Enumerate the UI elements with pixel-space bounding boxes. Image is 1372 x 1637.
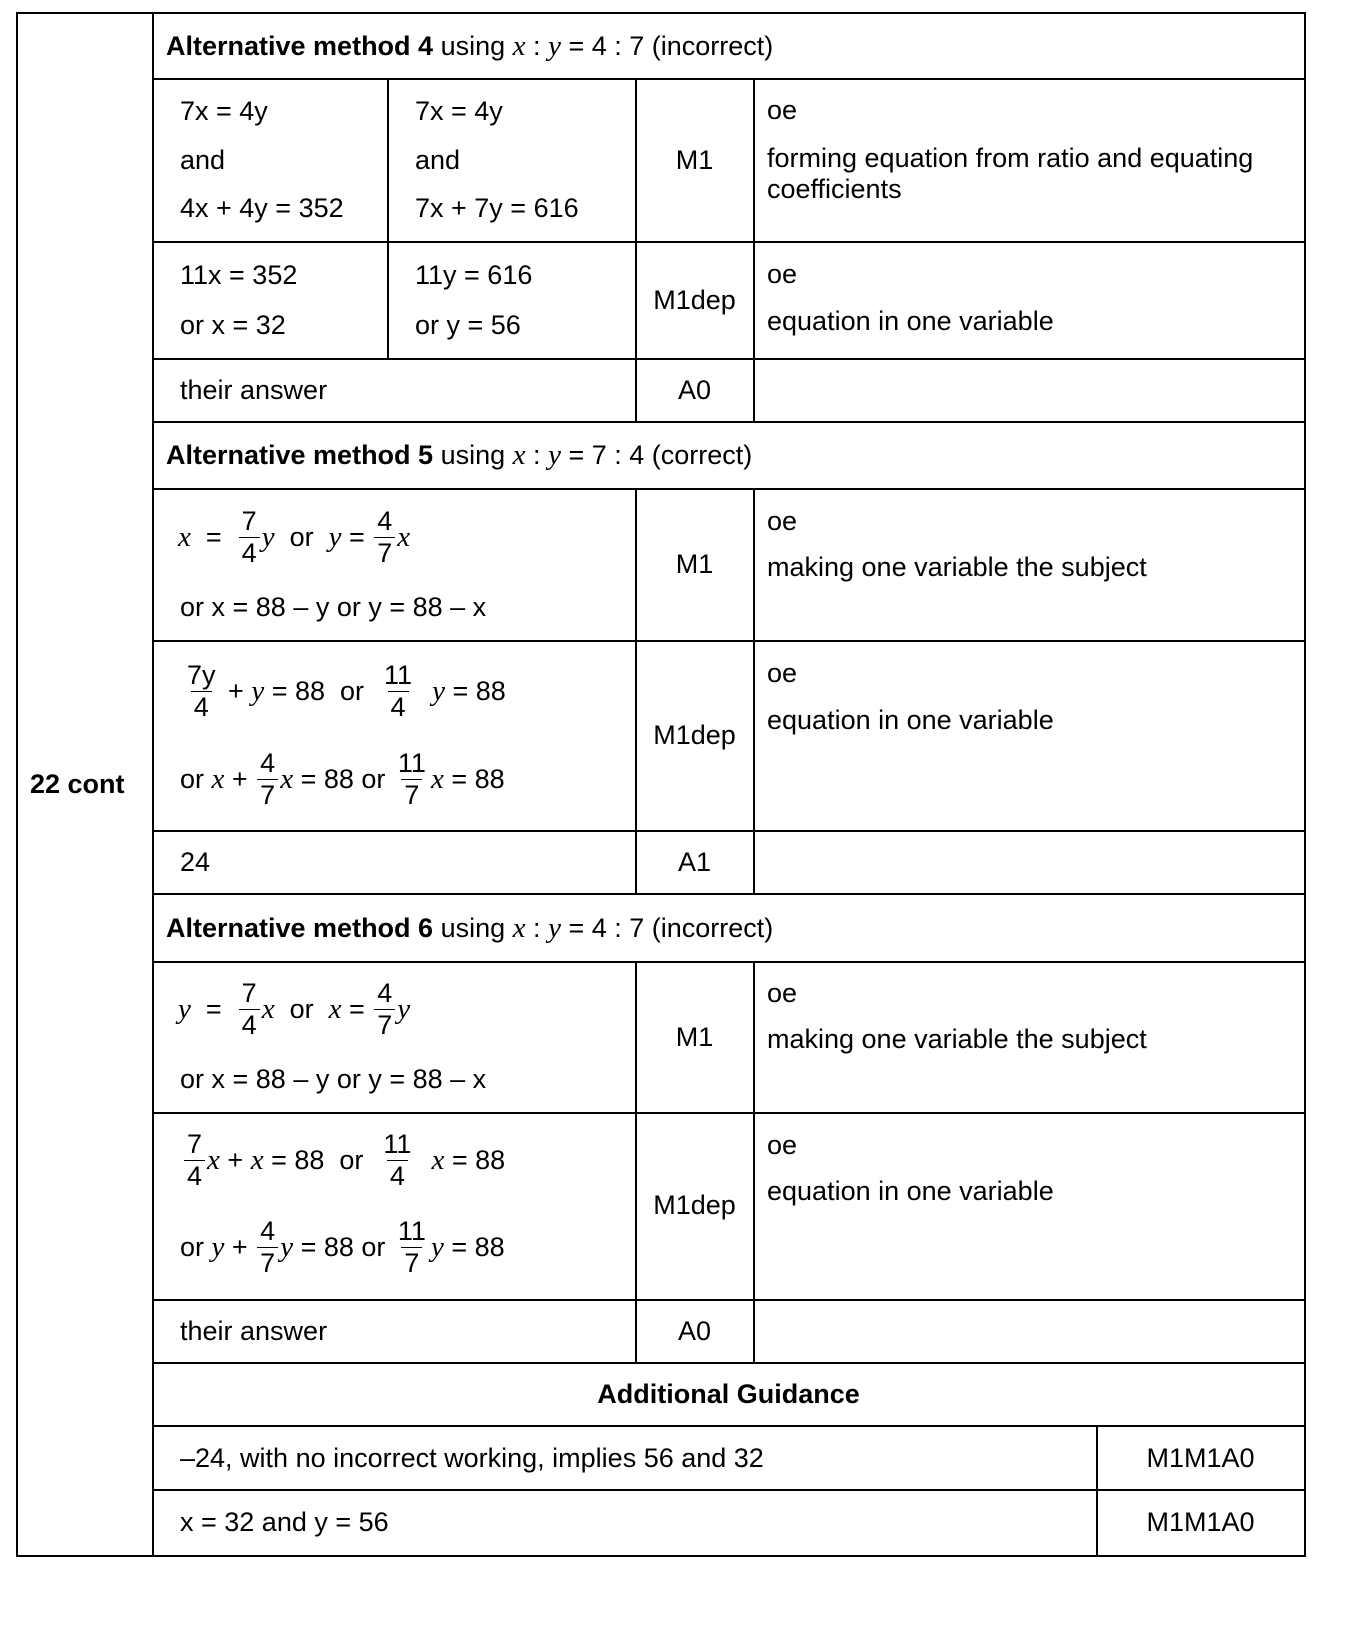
- row-divider: [152, 1489, 1306, 1491]
- fraction: $\frac{4}{7}$: [257, 1218, 278, 1277]
- fraction: $\frac{11}{7}$: [397, 748, 426, 810]
- alt6-r2-line1: $\frac{7}{4}$ x + x = 88 or $\frac{11}{4}$ x = 88: [182, 1131, 505, 1190]
- var-y: y: [432, 675, 445, 707]
- fraction: $\frac{4}{7}$: [374, 980, 395, 1039]
- alt6-r1-line2: or x = 88 – y or y = 88 – x: [180, 1064, 487, 1094]
- alt6-comment-2a: oe: [767, 1130, 798, 1160]
- alt5-header: [166, 439, 752, 472]
- fraction: $\frac{7}{4}$: [239, 980, 260, 1039]
- alt5-r1-line2: or x = 88 – y or y = 88 – x: [180, 592, 487, 622]
- comment-column-divider: [753, 78, 755, 422]
- alt4-mark-3: A0: [677, 375, 712, 405]
- equals-88: = 88: [300, 1232, 354, 1262]
- working-split-divider: [387, 78, 389, 359]
- fraction: $\frac{11}{4}$: [384, 660, 413, 722]
- alt4-working-left-r2a: 11x = 352: [180, 260, 298, 290]
- alt4-mark-2: M1dep: [653, 285, 736, 315]
- row-divider: [152, 961, 1306, 963]
- alt4-working-left-r2b: or x = 32: [180, 310, 286, 340]
- fraction: $\frac{7}{4}$: [184, 1131, 205, 1190]
- alt5-title: Alternative method 5: [166, 440, 434, 470]
- alt5-mark-2: M1dep: [653, 720, 736, 750]
- mark-column-divider: [635, 961, 637, 1363]
- fraction: $\frac{7y}{4}$: [187, 660, 216, 722]
- alt4-working-right-r2b: or y = 56: [415, 310, 521, 340]
- var-x: x: [430, 763, 444, 795]
- var-y: y: [251, 675, 265, 707]
- alt4-comment-1c: coefficients: [767, 174, 902, 204]
- guidance-row-2-mark: M1M1A0: [1146, 1507, 1255, 1537]
- equals-88: = 88: [452, 676, 506, 706]
- row-divider: [152, 1112, 1306, 1114]
- ratio-x: x: [512, 30, 526, 62]
- table-border-left: [16, 12, 18, 1557]
- guidance-row-1-mark: M1M1A0: [1146, 1443, 1255, 1473]
- var-x: x: [207, 1144, 220, 1176]
- alt4-using: using: [440, 31, 506, 61]
- ratio-sep: :: [533, 440, 541, 470]
- equals-88: = 88: [451, 764, 505, 794]
- alt4-working-left-line3: 4x + 4y = 352: [180, 193, 344, 223]
- alt4-comment-2b: equation in one variable: [767, 306, 1054, 336]
- alt5-mark-3: A1: [677, 847, 712, 877]
- alt6-ratio-value: = 4 : 7 (incorrect): [568, 913, 774, 943]
- alt6-title: Alternative method 6: [166, 913, 434, 943]
- alt4-working-right-r2a: 11y = 616: [415, 260, 533, 290]
- alt5-r2-line1: $\frac{7y}{4}$ + y = 88 or $\frac{11}{4}$ y = 88: [182, 662, 506, 721]
- alt4-working-left-line2: and: [180, 145, 226, 175]
- alt4-comment-2a: oe: [767, 259, 798, 289]
- equals-88: = 88: [300, 764, 354, 794]
- row-divider: [152, 1425, 1306, 1427]
- alt4-working-right-line2: and: [415, 145, 461, 175]
- var-y: y: [328, 521, 342, 553]
- guidance-row-2-text: x = 32 and y = 56: [180, 1507, 389, 1537]
- table-border-top: [16, 12, 1306, 14]
- alt4-answer: their answer: [180, 375, 328, 405]
- alt4-working-left-line1: 7x = 4y: [180, 96, 268, 126]
- alt6-mark-3: A0: [677, 1316, 712, 1346]
- alt6-using: using: [440, 913, 506, 943]
- alt4-header: [166, 30, 773, 63]
- ratio-y: y: [548, 912, 561, 944]
- var-x: x: [431, 1144, 445, 1176]
- alt5-comment-1b: making one variable the subject: [767, 552, 1147, 582]
- var-y: y: [178, 993, 191, 1025]
- alt4-comment-1a: oe: [767, 95, 798, 125]
- fraction: $\frac{7}{4}$: [239, 508, 260, 567]
- alt6-r1-line1: y = $\frac{7}{4}$ x or x = $\frac{4}{7}$ y: [178, 978, 411, 1040]
- row-divider: [152, 1299, 1306, 1301]
- guidance-row-1-text: –24, with no incorrect working, implies 56 and 32: [180, 1443, 764, 1473]
- var-y: y: [211, 1231, 225, 1263]
- var-y: y: [280, 1231, 294, 1263]
- table-border-bottom: [16, 1555, 1306, 1557]
- comment-column-divider: [753, 961, 755, 1363]
- mark-column-divider: [635, 488, 637, 894]
- mark-column-divider: [635, 78, 637, 422]
- alt5-r2-line2: or x + $\frac{4}{7}$ x = 88 or $\frac{11}{7}$ x = 88: [180, 748, 505, 810]
- var-y: y: [430, 1231, 444, 1263]
- alt4-comment-1b: forming equation from ratio and equating: [767, 143, 1254, 173]
- alt5-comment-2b: equation in one variable: [767, 705, 1054, 735]
- alt6-comment-1a: oe: [767, 978, 798, 1008]
- row-divider: [152, 640, 1306, 642]
- var-x: x: [397, 521, 411, 553]
- row-divider: [152, 358, 1306, 360]
- var-x: x: [250, 1144, 264, 1176]
- fraction: $\frac{4}{7}$: [257, 750, 278, 809]
- alt5-r1-line1: x = $\frac{7}{4}$ y or y = $\frac{4}{7}$ x: [178, 506, 411, 568]
- equals-88: = 88: [451, 1232, 505, 1262]
- row-divider: [152, 893, 1306, 895]
- table-border-right: [1304, 12, 1306, 1557]
- var-x: x: [328, 993, 342, 1025]
- guidance-title: Additional Guidance: [597, 1379, 860, 1409]
- alt6-comment-2b: equation in one variable: [767, 1176, 1054, 1206]
- fraction: $\frac{4}{7}$: [374, 508, 395, 567]
- ratio-sep: :: [533, 31, 541, 61]
- row-divider: [152, 421, 1306, 423]
- row-divider: [152, 488, 1306, 490]
- alt4-ratio-value: = 4 : 7 (incorrect): [568, 31, 774, 61]
- alt6-mark-1: M1: [675, 1022, 714, 1052]
- fraction: $\frac{11}{4}$: [383, 1129, 412, 1191]
- alt6-comment-1b: making one variable the subject: [767, 1024, 1147, 1054]
- alt5-comment-1a: oe: [767, 506, 798, 536]
- equals-88: = 88: [271, 676, 326, 706]
- or-word: or: [289, 522, 314, 552]
- alt5-using: using: [440, 440, 506, 470]
- question-column-divider: [152, 12, 154, 1557]
- var-y: y: [261, 521, 275, 553]
- var-x: x: [178, 521, 191, 553]
- ratio-x: x: [512, 439, 526, 471]
- or-word: or: [289, 994, 314, 1024]
- alt4-title: Alternative method 4: [166, 31, 434, 61]
- alt4-mark-1: M1: [675, 145, 714, 175]
- ratio-sep: :: [533, 913, 541, 943]
- var-y: y: [397, 993, 411, 1025]
- fraction: $\frac{11}{7}$: [397, 1216, 426, 1278]
- row-divider: [152, 1362, 1306, 1364]
- alt5-mark-1: M1: [675, 549, 714, 579]
- alt6-r2-line2: or y + $\frac{4}{7}$ y = 88 or $\frac{11}{7}$ y = 88: [180, 1216, 505, 1278]
- row-divider: [152, 241, 1306, 243]
- var-x: x: [261, 993, 275, 1025]
- var-x: x: [211, 763, 225, 795]
- equals-88: = 88: [451, 1145, 506, 1175]
- alt5-comment-2a: oe: [767, 658, 798, 688]
- ratio-x: x: [512, 912, 526, 944]
- alt6-header: [166, 912, 773, 945]
- alt4-working-right-line1: 7x = 4y: [415, 96, 503, 126]
- ratio-y: y: [548, 439, 561, 471]
- row-divider: [152, 78, 1306, 80]
- question-number: 22 cont: [30, 769, 125, 799]
- equals-88: = 88: [271, 1145, 325, 1175]
- alt6-answer: their answer: [180, 1316, 328, 1346]
- var-x: x: [280, 763, 294, 795]
- alt4-working-right-line3: 7x + 7y = 616: [415, 193, 579, 223]
- row-divider: [152, 830, 1306, 832]
- alt6-mark-2: M1dep: [653, 1190, 736, 1220]
- alt5-answer: 24: [180, 847, 211, 877]
- ratio-y: y: [548, 30, 561, 62]
- alt5-ratio-value: = 7 : 4 (correct): [568, 440, 753, 470]
- comment-column-divider: [753, 488, 755, 894]
